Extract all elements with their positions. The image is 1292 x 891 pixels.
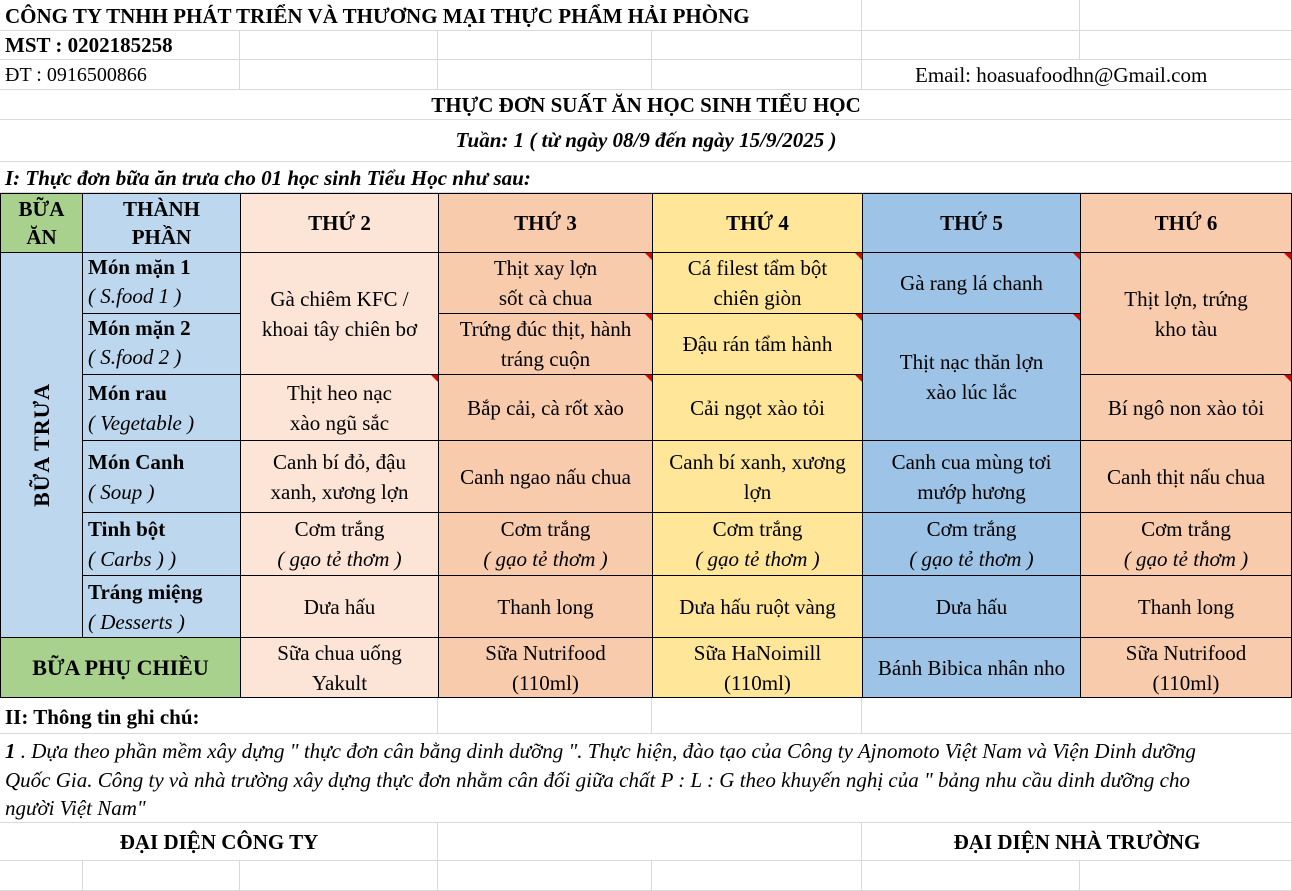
mon-main-dish[interactable]: Gà chiêm KFC / khoai tây chiên bơ <box>240 252 439 375</box>
wed-snack[interactable]: Sữa HaNoimill (110ml) <box>652 637 863 698</box>
lunch-label-cell[interactable] <box>0 252 83 638</box>
section-2-heading: II: Thông tin ghi chú: <box>5 705 200 729</box>
grid-cell[interactable] <box>1080 861 1292 891</box>
signature-company: ĐẠI DIỆN CÔNG TY <box>119 830 319 854</box>
row-label-dessert[interactable]: Tráng miệng ( Desserts ) <box>82 575 241 638</box>
note-number: 1 <box>5 739 16 763</box>
mon-carbs[interactable]: Cơm trắng ( gạo tẻ thơm ) <box>240 512 439 576</box>
grid-cell[interactable] <box>240 31 438 60</box>
fri-dessert[interactable]: Thanh long <box>1080 575 1292 638</box>
page-title: THỰC ĐƠN SUẤT ĂN HỌC SINH TIỂU HỌC <box>431 93 861 117</box>
tue-savory-2[interactable]: Trứng đúc thịt, hành tráng cuộn <box>438 313 653 375</box>
mon-snack[interactable]: Sữa chua uống Yakult <box>240 637 439 698</box>
header-component[interactable]: THÀNH PHẦN <box>82 193 241 253</box>
grid-cell[interactable] <box>652 698 862 734</box>
company-name: CÔNG TY TNHH PHÁT TRIỂN VÀ THƯƠNG MẠI THỰC PHẨM HẢI PHÒNG <box>5 4 750 28</box>
grid-cell[interactable] <box>0 861 83 891</box>
header-day-thu[interactable]: THỨ 5 <box>862 193 1081 253</box>
mon-soup[interactable]: Canh bí đỏ, đậu xanh, xương lợn <box>240 440 439 513</box>
grid-cell[interactable] <box>438 698 652 734</box>
grid-cell[interactable] <box>240 861 438 891</box>
note-line-2: Quốc Gia. Công ty và nhà trường xây dựng thực đơn nhằm cân đối giữa chất P : L : G theo khuyến nghị của " bảng nhu cầu dinh dưỡng cho <box>5 768 1190 792</box>
wed-soup[interactable]: Canh bí xanh, xương lợn <box>652 440 863 513</box>
grid-cell[interactable] <box>438 823 862 861</box>
signature-school: ĐẠI DIỆN NHÀ TRƯỜNG <box>953 830 1201 854</box>
wed-carbs[interactable]: Cơm trắng ( gạo tẻ thơm ) <box>652 512 863 576</box>
week-range: Tuần: 1 ( từ ngày 08/9 đến ngày 15/9/2025 ) <box>455 128 837 152</box>
grid-cell[interactable] <box>1080 31 1292 60</box>
phone-number: ĐT : 0916500866 <box>5 64 147 86</box>
snack-label[interactable]: BỮA PHỤ CHIỀU <box>0 637 241 698</box>
header-day-wed[interactable]: THỨ 4 <box>652 193 863 253</box>
wed-savory-1[interactable]: Cá filest tẩm bột chiên giòn <box>652 252 863 314</box>
lunch-label: BỮA TRƯA <box>28 383 54 507</box>
grid-cell[interactable] <box>652 31 862 60</box>
fri-carbs[interactable]: Cơm trắng ( gạo tẻ thơm ) <box>1080 512 1292 576</box>
tue-carbs[interactable]: Cơm trắng ( gạo tẻ thơm ) <box>438 512 653 576</box>
note-line-1: 1 . Dựa theo phần mềm xây dựng " thực đơn cân bằng dinh dưỡng ". Thực hiện, đào tạo của Công ty Ajnomoto Việt Nam và Viện Dinh dưỡng <box>5 739 1196 763</box>
tue-dessert[interactable]: Thanh long <box>438 575 653 638</box>
grid-cell[interactable] <box>438 861 652 891</box>
grid-cell[interactable] <box>862 861 1080 891</box>
grid-cell[interactable] <box>438 31 652 60</box>
tue-vegetable[interactable]: Bắp cải, cà rốt xào <box>438 374 653 441</box>
thu-savory-1[interactable]: Gà rang lá chanh <box>862 252 1081 314</box>
grid-cell[interactable] <box>1080 0 1292 31</box>
thu-dessert[interactable]: Dưa hấu <box>862 575 1081 638</box>
tue-snack[interactable]: Sữa Nutrifood (110ml) <box>438 637 653 698</box>
row-label-savory-2[interactable]: Món mặn 2 ( S.food 2 ) <box>82 313 241 375</box>
fri-main-dish[interactable]: Thịt lợn, trứng kho tàu <box>1080 252 1292 375</box>
grid-cell[interactable] <box>862 698 1292 734</box>
wed-savory-2[interactable]: Đậu rán tẩm hành <box>652 313 863 375</box>
grid-cell[interactable] <box>240 60 438 90</box>
tue-savory-1[interactable]: Thịt xay lợn sốt cà chua <box>438 252 653 314</box>
fri-vegetable[interactable]: Bí ngô non xào tỏi <box>1080 374 1292 441</box>
wed-vegetable[interactable]: Cải ngọt xào tỏi <box>652 374 863 441</box>
email-address: Email: hoasuafoodhn@Gmail.com <box>915 63 1208 87</box>
header-day-fri[interactable]: THỨ 6 <box>1080 193 1292 253</box>
tax-code: MST : 0202185258 <box>5 33 173 57</box>
section-1-heading: I: Thực đơn bữa ăn trưa cho 01 học sinh Tiểu Học như sau: <box>5 166 531 190</box>
header-day-mon[interactable]: THỨ 2 <box>240 193 439 253</box>
header-meal[interactable]: BỮA ĂN <box>0 193 83 253</box>
tue-soup[interactable]: Canh ngao nấu chua <box>438 440 653 513</box>
mon-dessert[interactable]: Dưa hấu <box>240 575 439 638</box>
row-label-savory-1[interactable]: Món mặn 1 ( S.food 1 ) <box>82 252 241 314</box>
grid-cell[interactable] <box>862 31 1080 60</box>
grid-cell[interactable] <box>652 861 862 891</box>
row-label-vegetable[interactable]: Món rau ( Vegetable ) <box>82 374 241 441</box>
grid-cell[interactable] <box>83 861 240 891</box>
row-label-soup[interactable]: Món Canh ( Soup ) <box>82 440 241 513</box>
thu-soup[interactable]: Canh cua mùng tơi mướp hương <box>862 440 1081 513</box>
note-line-3: người Việt Nam" <box>5 796 146 820</box>
grid-cell[interactable] <box>652 60 862 90</box>
fri-snack[interactable]: Sữa Nutrifood (110ml) <box>1080 637 1292 698</box>
fri-soup[interactable]: Canh thịt nấu chua <box>1080 440 1292 513</box>
wed-dessert[interactable]: Dưa hấu ruột vàng <box>652 575 863 638</box>
grid-cell[interactable] <box>862 0 1080 31</box>
grid-cell[interactable] <box>438 60 652 90</box>
thu-savory-2-vegetable[interactable]: Thịt nạc thăn lợn xào lúc lắc <box>862 313 1081 441</box>
row-label-carbs[interactable]: Tinh bột ( Carbs ) ) <box>82 512 241 576</box>
thu-carbs[interactable]: Cơm trắng ( gạo tẻ thơm ) <box>862 512 1081 576</box>
header-day-tue[interactable]: THỨ 3 <box>438 193 653 253</box>
mon-vegetable[interactable]: Thịt heo nạc xào ngũ sắc <box>240 374 439 441</box>
thu-snack[interactable]: Bánh Bibica nhân nho <box>862 637 1081 698</box>
